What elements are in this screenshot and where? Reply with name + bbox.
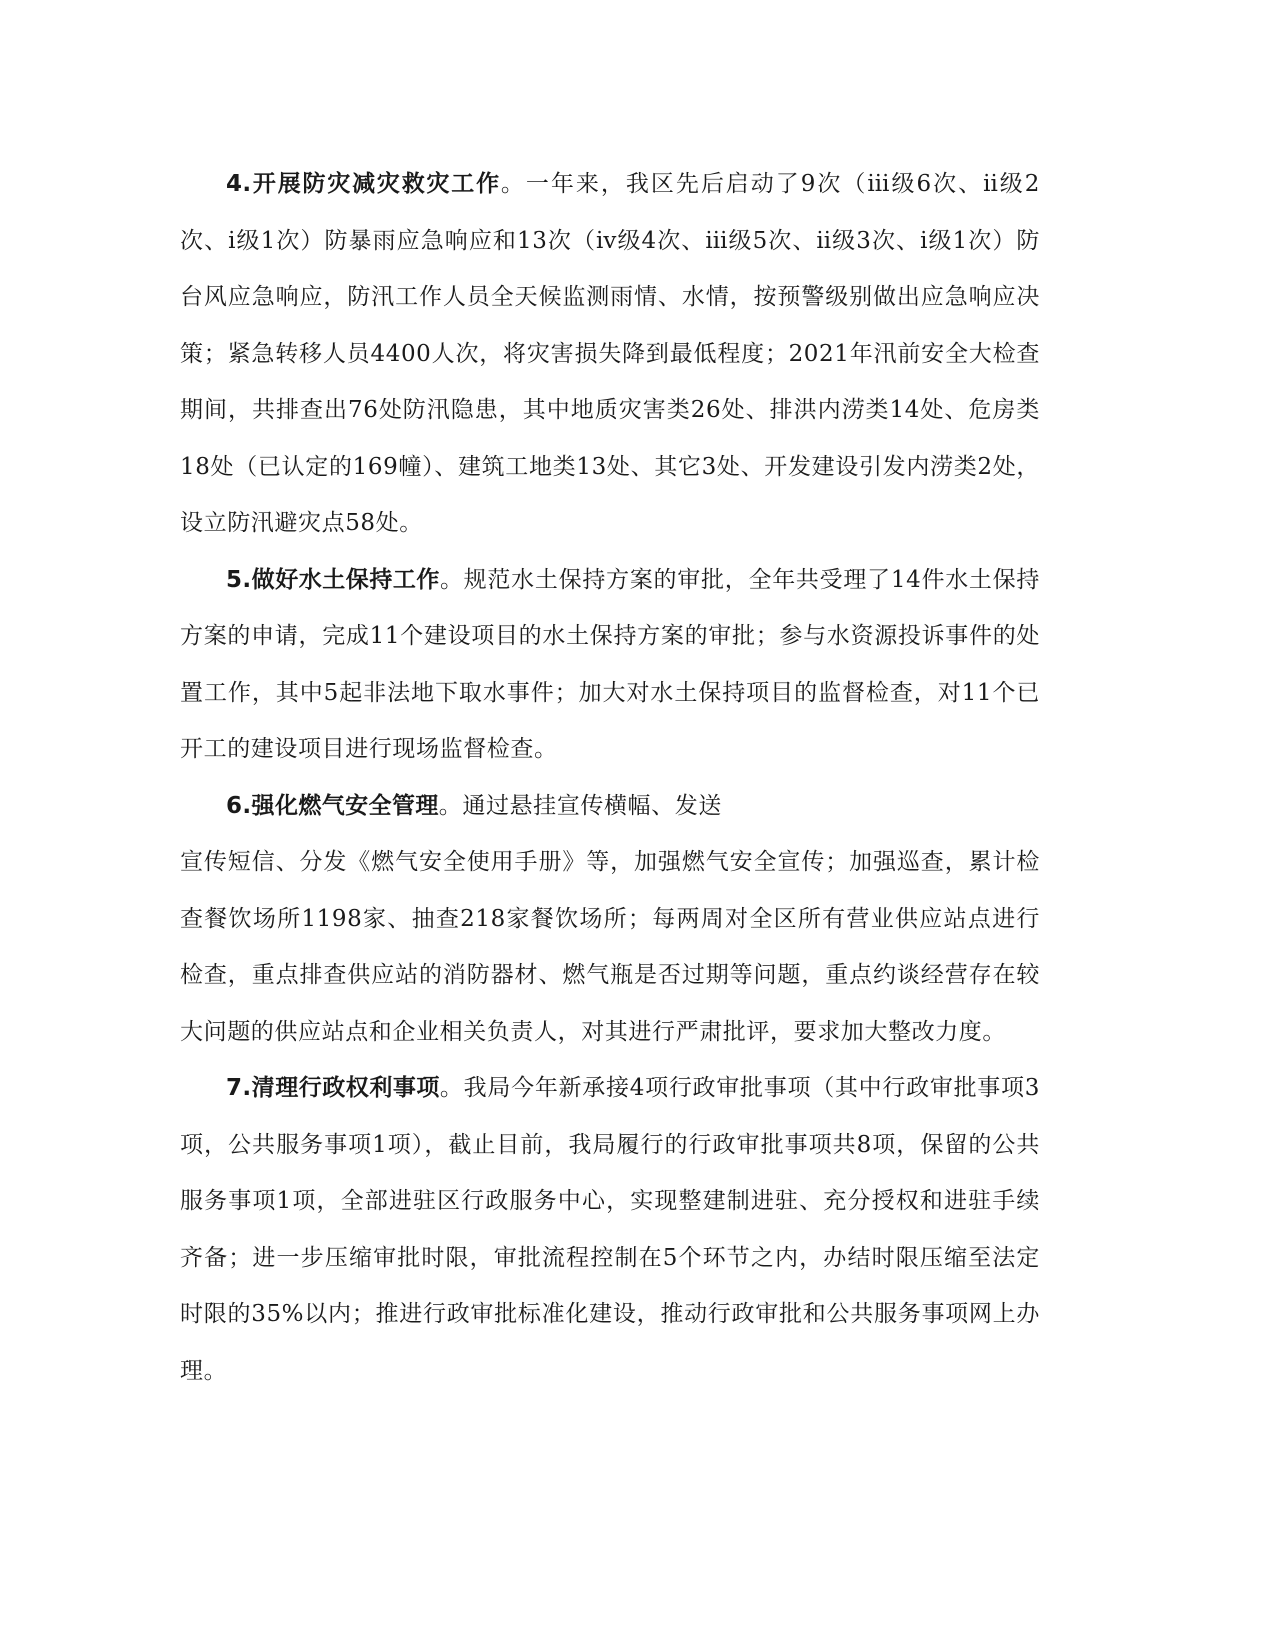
- paragraph-body: 。我局今年新承接4项行政审批事项（其中行政审批事项3项，公共服务事项1项），截止目前，我局履行的行政审批事项共8项，保留的公共服务事项1项，全部进驻区行政服务中心，实现整建制进驻、充分授权和进驻手续齐备；进一步压缩审批时限，审批流程控制在5个环节之内，办结时限压缩至法定时限的35%以内；推进行政审批标准化建设，推动行政审批和公共服务事项网上办理。: [180, 1075, 1040, 1384]
- paragraph-body: 宣传短信、分发《燃气安全使用手册》等，加强燃气安全宣传；加强巡查，累计检查餐饮场所1198家、抽查218家餐饮场所；每两周对全区所有营业供应站点进行检查，重点排查供应站的消防器材、燃气瓶是否过期等问题，重点约谈经营存在较大问题的供应站点和企业相关负责人，对其进行严肃批评，要求加大整改力度。: [180, 849, 1040, 1045]
- paragraph-heading: 5.做好水土保持工作: [226, 566, 440, 593]
- paragraph-disaster-prevention: [180, 156, 1040, 552]
- paragraph-gas-safety-head: [180, 778, 1040, 835]
- paragraph-heading: 7.清理行政权利事项: [226, 1075, 440, 1101]
- paragraph-heading: 4.开展防灾减灾救灾工作: [226, 171, 501, 197]
- paragraph-body: 。一年来，我区先后启动了9次（ⅲ级6次、ⅱ级2次、ⅰ级1次）防暴雨应急响应和13次（ⅳ级4次、ⅲ级5次、ⅱ级3次、ⅰ级1次）防台风应急响应，防汛工作人员全天候监测雨情、水情，按预警级别做出应急响应决策；紧急转移人员4400人次，将灾害损失降到最低程度；2021年汛前安全大检查期间，共排查出76处防汛隐患，其中地质灾害类26处、排洪内涝类14处、危房类18处（已认定的169幢）、建筑工地类13处、其它3处、开发建设引发内涝类2处，设立防汛避灾点58处。: [180, 171, 1041, 536]
- document-page: [180, 156, 1040, 1399]
- paragraph-body: 。通过悬挂宣传横幅、发送: [438, 792, 722, 819]
- paragraph-gas-safety-body: [180, 834, 1040, 1060]
- paragraph-administrative-rights: [180, 1060, 1040, 1399]
- paragraph-body: 。规范水土保持方案的审批，全年共受理了14件水土保持方案的申请，完成11个建设项目的水土保持方案的审批；参与水资源投诉事件的处置工作，其中5起非法地下取水事件；加大对水土保持项目的监督检查，对11个已开工的建设项目进行现场监督检查。: [180, 566, 1040, 762]
- paragraph-heading: 6.强化燃气安全管理: [226, 792, 439, 819]
- paragraph-soil-conservation: [180, 552, 1040, 778]
